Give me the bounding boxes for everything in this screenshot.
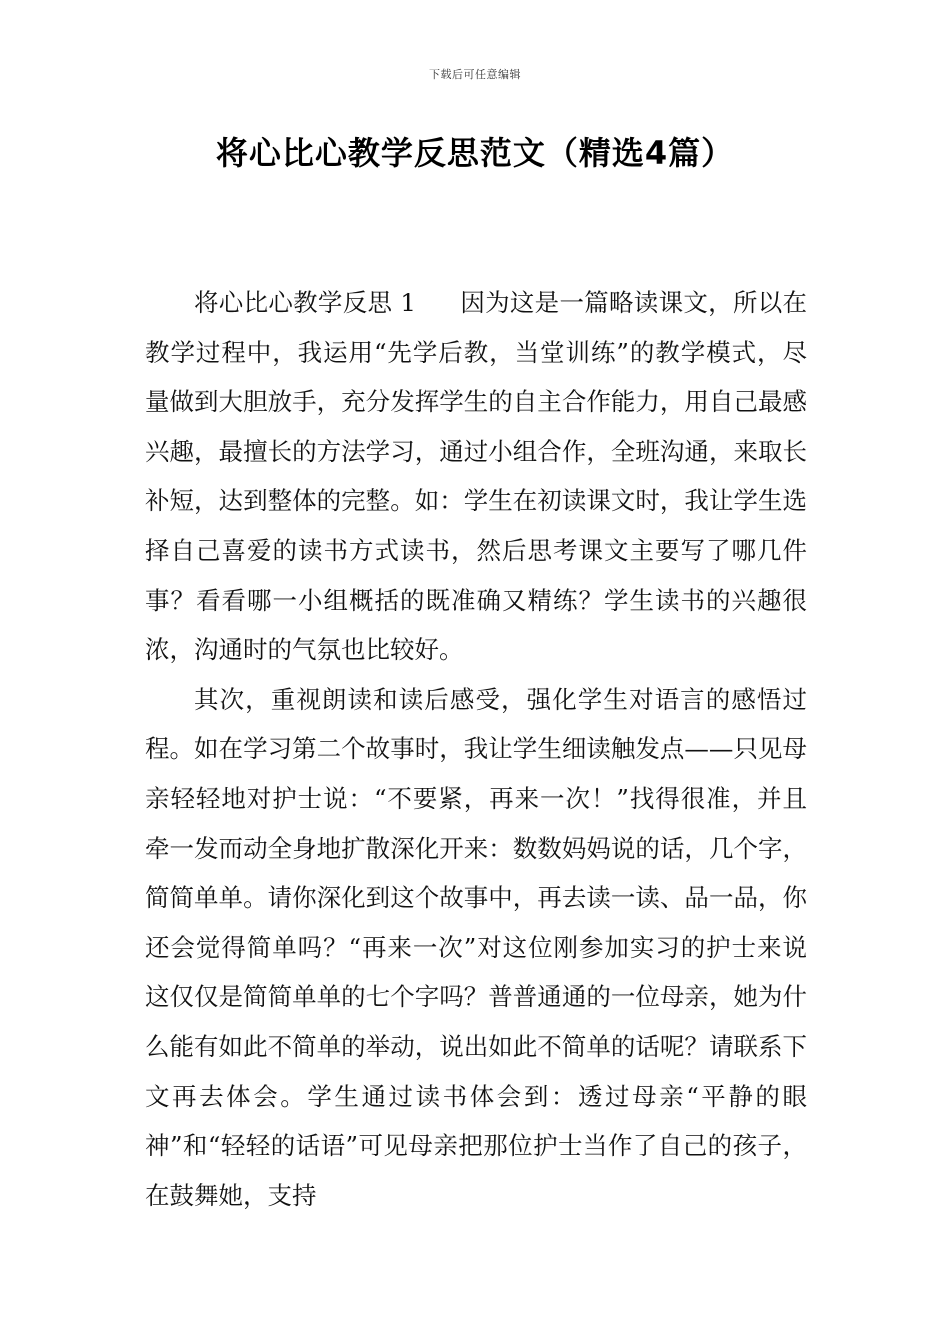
header-note: 下载后可任意编辑 (429, 68, 521, 81)
document-title: 将心比心教学反思范文（精选4篇） (215, 134, 735, 172)
paragraph-1 (145, 278, 807, 675)
document-body (145, 278, 807, 1220)
paragraph-2: 其次，重视朗读和读后感受，强化学生对语言的感悟过程。如在学习第二个故事时，我让学生细读触发点——只见母亲轻轻地对护士说：“不要紧，再来一次！”找得很准，并且牵一发而动全身地扩散深化开来：数数妈妈说的话，几个字，简简单单。请你深化到这个故事中，再去读一读、品一品，你还会觉得简单吗？“再来一次”对这位刚参加实习的护士来说这仅仅是简简单单的七个字吗？普普通通的一位母亲，她为什么能有如此不简单的举动，说出如此不简单的话呢？请联系下文再去体会。学生通过读书体会到：透过母亲“平静的眼神”和“轻轻的话语”可见母亲把那位护士当作了自己的孩子，在鼓舞她，支持 (145, 684, 807, 1210)
paragraph-1-text: 因为这是一篇略读课文，所以在教学过程中，我运用“先学后教，当堂训练”的教学模式，尽量做到大胆放手，充分发挥学生的自主合作能力，用自己最感兴趣，最擅长的方法学习，通过小组合作，全班沟通，来取长补短，达到整体的完整。如：学生在初读课文时，我让学生选择自己喜爱的读书方式读书，然后思考课文主要写了哪几件事？看看哪一小组概括的既准确又精练？学生读书的兴趣很浓，沟通时的气氛也比较好。 (145, 288, 808, 665)
section-label: 将心比心教学反思 1 (194, 288, 416, 317)
